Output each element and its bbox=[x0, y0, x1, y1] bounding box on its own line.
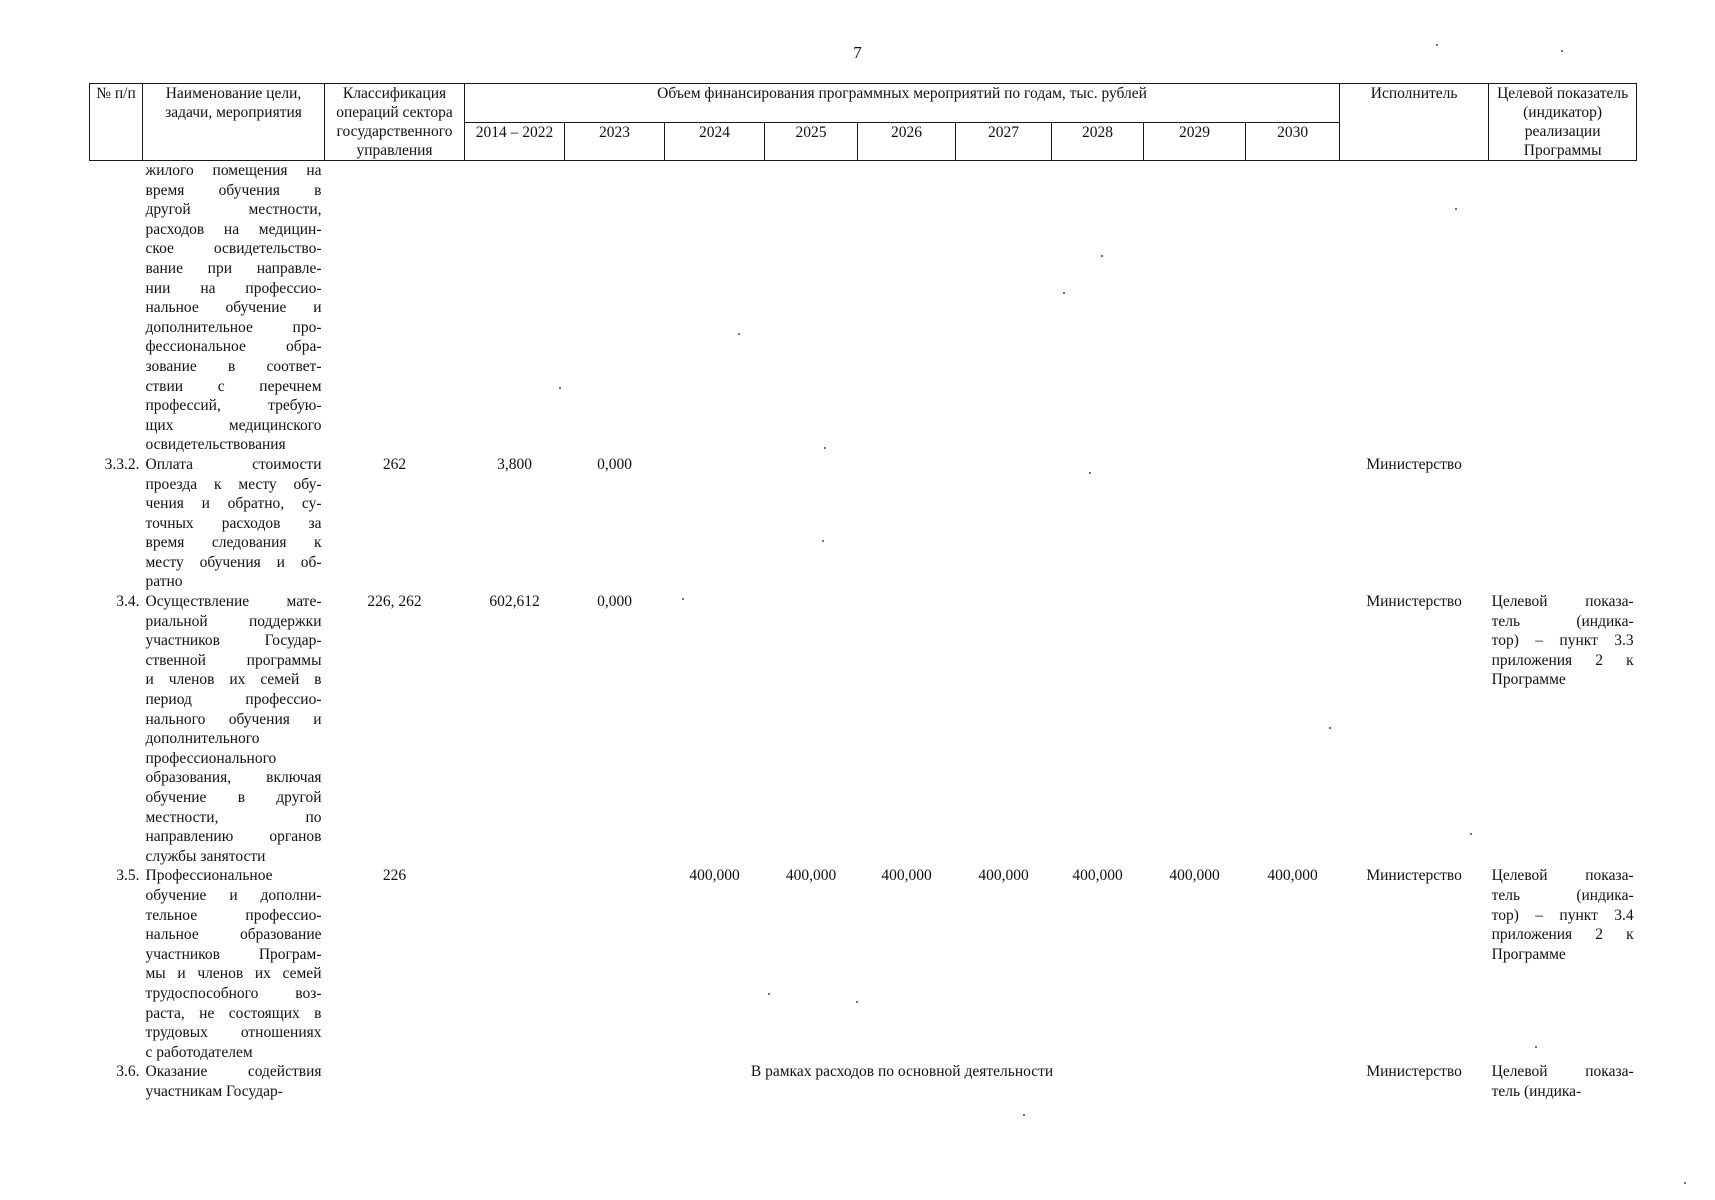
table-body bbox=[90, 161, 1637, 1102]
header-year: 2026 bbox=[858, 122, 956, 161]
funding-value bbox=[956, 455, 1052, 592]
funding-value bbox=[565, 866, 665, 1062]
header-classification: Классификация операций сектора государственного управления bbox=[325, 84, 465, 161]
classification-code bbox=[325, 161, 465, 455]
target-indicator bbox=[1489, 592, 1637, 866]
funding-value: 0,000 bbox=[597, 593, 632, 611]
activity-name-line: расходов на медицин- bbox=[145, 220, 322, 238]
activity-name-line: вание при направле- bbox=[145, 259, 322, 277]
funding-value bbox=[1246, 592, 1340, 866]
activity-name bbox=[143, 455, 325, 592]
row-number bbox=[90, 161, 143, 455]
header-year: 2023 bbox=[565, 122, 665, 161]
funding-value bbox=[1052, 161, 1144, 455]
funding-value bbox=[665, 161, 765, 455]
activity-name-line: жилого помещения на bbox=[145, 162, 322, 179]
target-indicator-line: тель (индика- bbox=[1491, 1082, 1582, 1100]
header-executor: Исполнитель bbox=[1340, 84, 1489, 161]
funding-value: 0,000 bbox=[597, 455, 632, 473]
activity-name-line: освидетельствования bbox=[145, 436, 286, 454]
target-indicator-line: тор) – пункт 3.4 bbox=[1491, 906, 1634, 924]
target-indicator bbox=[1489, 866, 1637, 1062]
program-activities-table bbox=[89, 83, 1637, 1102]
activity-name-line: месту обучения и об- bbox=[145, 553, 322, 571]
classification-code: 262 bbox=[382, 455, 407, 473]
activity-name-line: обучение в другой bbox=[145, 789, 322, 806]
activity-name-line: трудоспособного воз- bbox=[145, 984, 322, 1002]
table-header bbox=[90, 84, 1637, 161]
funding-value bbox=[665, 592, 765, 866]
activity-name-line: с работодателем bbox=[145, 1043, 253, 1061]
activity-name-line: трудовых отношениях bbox=[145, 1024, 322, 1042]
executor bbox=[1340, 161, 1489, 455]
header-funding: Объем финансирования программных мероприятий по годам, тыс. рублей bbox=[465, 84, 1340, 123]
activity-name-line: раста, не состоящих в bbox=[145, 1004, 322, 1022]
activity-name-line: щих медицинского bbox=[145, 416, 322, 434]
activity-name-line: нальное образование bbox=[145, 926, 322, 944]
activity-name-line: Оказание содействия bbox=[145, 1063, 322, 1081]
activity-name-line: местности, по bbox=[145, 808, 322, 826]
activity-name-line: ратно bbox=[145, 573, 183, 591]
page-number: 7 bbox=[853, 43, 862, 62]
target-indicator-line: тор) – пункт 3.3 bbox=[1491, 632, 1634, 650]
activity-name-line: профессий, требую- bbox=[145, 397, 322, 415]
activity-name-line: Профессиональное bbox=[145, 867, 273, 885]
funding-value bbox=[858, 161, 956, 455]
funding-value bbox=[956, 592, 1052, 866]
funding-note: В рамках расходов по основной деятельности bbox=[750, 1063, 1054, 1081]
table-row bbox=[90, 866, 1637, 1062]
funding-value bbox=[858, 592, 956, 866]
table-row bbox=[90, 592, 1637, 866]
activity-name-line: период профессио- bbox=[145, 691, 322, 709]
target-indicator bbox=[1489, 455, 1637, 592]
activity-name-line: нальное обучение и bbox=[145, 299, 322, 317]
funding-value: 3,800 bbox=[497, 455, 532, 473]
funding-value bbox=[1144, 161, 1246, 455]
header-year: 2029 bbox=[1144, 122, 1246, 161]
executor: Министерство bbox=[1366, 455, 1462, 473]
funding-value bbox=[1144, 455, 1246, 592]
funding-value: 400,000 bbox=[1169, 867, 1220, 885]
row-number: 3.3.2. bbox=[104, 455, 140, 473]
activity-name-line: зование в соответ- bbox=[145, 357, 322, 375]
row-number: 3.4. bbox=[116, 593, 140, 611]
activity-name-line: ское освидетельство- bbox=[145, 240, 322, 258]
funding-value bbox=[465, 866, 565, 1062]
classification-code bbox=[325, 1062, 465, 1101]
activity-name bbox=[143, 866, 325, 1062]
activity-name-line: нии на профессио- bbox=[145, 279, 322, 297]
header-year: 2028 bbox=[1052, 122, 1144, 161]
funding-value: 400,000 bbox=[1267, 867, 1318, 885]
activity-name-line: участникам Государ- bbox=[145, 1082, 283, 1100]
funding-value bbox=[956, 161, 1052, 455]
header-year: 2014 – 2022 bbox=[465, 122, 565, 161]
target-indicator-line: Целевой показа- bbox=[1491, 867, 1634, 885]
activity-name-line: тельное профессио- bbox=[145, 906, 322, 924]
target-indicator-line: Программе bbox=[1491, 671, 1566, 689]
activity-name bbox=[143, 592, 325, 866]
row-number: 3.6. bbox=[116, 1063, 140, 1081]
funding-value bbox=[765, 592, 858, 866]
funding-value bbox=[765, 455, 858, 592]
funding-value: 400,000 bbox=[1072, 867, 1123, 885]
activity-name-line: чения и обратно, су- bbox=[145, 495, 322, 513]
activity-name-line: участников Государ- bbox=[145, 632, 322, 650]
activity-name-line: другой местности, bbox=[145, 201, 322, 219]
target-indicator bbox=[1489, 161, 1637, 455]
activity-name-line: Оплата стоимости bbox=[145, 455, 322, 473]
header-num: № п/п bbox=[90, 84, 143, 161]
table-row bbox=[90, 1062, 1637, 1101]
funding-value: 602,612 bbox=[489, 593, 540, 611]
activity-name-line: и членов их семей в bbox=[145, 671, 322, 689]
executor: Министерство bbox=[1366, 867, 1462, 885]
activity-name-line: ственной программы bbox=[145, 651, 322, 669]
activity-name-line: нального обучения и bbox=[145, 710, 322, 728]
funding-value: 400,000 bbox=[785, 867, 837, 885]
target-indicator-line: Программе bbox=[1491, 945, 1566, 963]
funding-value bbox=[465, 161, 565, 455]
target-indicator-line: приложения 2 к bbox=[1491, 651, 1634, 669]
funding-value: 400,000 bbox=[978, 867, 1029, 885]
funding-value bbox=[1246, 161, 1340, 455]
table-row bbox=[90, 161, 1637, 455]
activity-name-line: профессионального bbox=[145, 749, 277, 767]
activity-name-line: ствии с перечнем bbox=[145, 377, 322, 395]
funding-value bbox=[1052, 455, 1144, 592]
executor: Министерство bbox=[1366, 1063, 1462, 1081]
activity-name-line: обучение и дополни- bbox=[145, 886, 322, 904]
activity-name-line: дополнительное про- bbox=[145, 318, 322, 336]
activity-name-line: точных расходов за bbox=[145, 514, 322, 532]
classification-code: 226 bbox=[382, 867, 407, 885]
header-indicator: Целевой показатель (индикатор) реализации Программы bbox=[1489, 84, 1637, 161]
target-indicator-line: Целевой показа- bbox=[1491, 1063, 1634, 1081]
activity-name bbox=[143, 1062, 325, 1101]
target-indicator-line: приложения 2 к bbox=[1491, 926, 1634, 944]
funding-value bbox=[665, 455, 765, 592]
activity-name-line: направлению органов bbox=[145, 828, 322, 846]
classification-code: 226, 262 bbox=[367, 593, 422, 611]
target-indicator-line: Целевой показа- bbox=[1491, 593, 1634, 611]
header-year: 2025 bbox=[765, 122, 858, 161]
target-indicator bbox=[1489, 1062, 1637, 1101]
activity-name-line: дополнительного bbox=[145, 730, 260, 748]
funding-value bbox=[1052, 592, 1144, 866]
funding-value: 400,000 bbox=[881, 867, 932, 885]
header-year: 2024 bbox=[665, 122, 765, 161]
activity-name-line: фессиональное обра- bbox=[145, 338, 322, 356]
funding-value bbox=[1246, 455, 1340, 592]
header-name: Наименование цели, задачи, мероприятия bbox=[143, 84, 325, 161]
activity-name-line: время обучения в bbox=[145, 181, 322, 199]
activity-name-line: службы занятости bbox=[145, 847, 266, 865]
funding-value bbox=[565, 161, 665, 455]
header-year: 2030 bbox=[1246, 122, 1340, 161]
funding-value: 400,000 bbox=[689, 867, 740, 885]
activity-name-line: время следования к bbox=[145, 534, 322, 552]
header-year: 2027 bbox=[956, 122, 1052, 161]
target-indicator-line: тель (индика- bbox=[1491, 886, 1634, 904]
funding-value bbox=[765, 161, 858, 455]
activity-name-line: риальной поддержки bbox=[145, 612, 322, 630]
activity-name-line: проезда к месту обу- bbox=[145, 475, 322, 493]
activity-name bbox=[143, 161, 325, 455]
funding-value bbox=[1144, 592, 1246, 866]
funding-value bbox=[858, 455, 956, 592]
table-row bbox=[90, 455, 1637, 592]
activity-name-line: участников Програм- bbox=[145, 945, 322, 963]
activity-name-line: Осуществление мате- bbox=[145, 593, 322, 611]
activity-name-line: мы и членов их семей bbox=[145, 965, 322, 983]
target-indicator-line: тель (индика- bbox=[1491, 612, 1634, 630]
activity-name-line: образования, включая bbox=[145, 769, 322, 787]
row-number: 3.5. bbox=[116, 867, 140, 885]
executor: Министерство bbox=[1366, 593, 1462, 611]
